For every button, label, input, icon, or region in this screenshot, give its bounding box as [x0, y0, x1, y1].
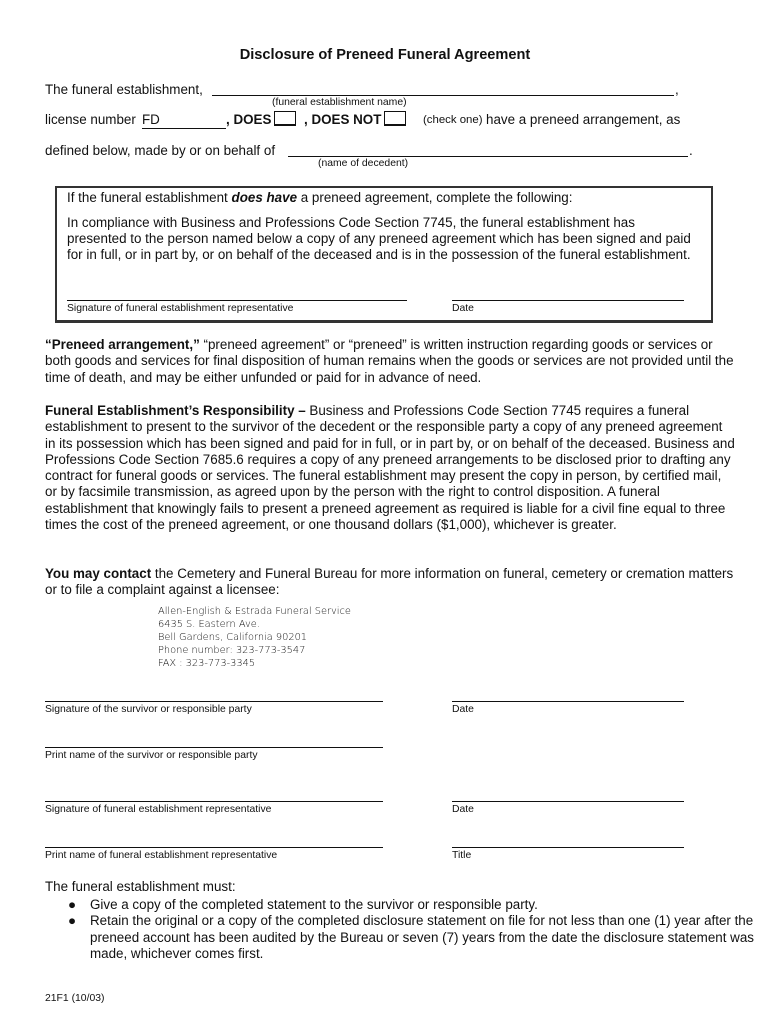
contact-paragraph [45, 566, 735, 599]
check-one-note: (check one) [423, 114, 483, 126]
line2-suffix: have a preneed arrangement, as [486, 112, 681, 127]
rep-signature-label: Signature of funeral establishment representative [45, 804, 272, 815]
address-phone: Phone number: 323-773-3547 [158, 644, 306, 656]
must-item-text: Retain the original or a copy of the completed disclosure statement on file for not less than one (1) year after the preneed account has been audited by the Bureau or seven (7) years from the date the disclosure statement was made, whichever comes first. [90, 913, 754, 961]
rep-print-field[interactable] [45, 847, 383, 848]
rep-date-label: Date [452, 804, 474, 815]
definition-paragraph [45, 337, 735, 386]
must-item-text: Give a copy of the completed statement to the survivor or responsible party. [90, 897, 538, 912]
survivor-signature-label: Signature of the survivor or responsible party [45, 704, 252, 715]
definition-text: “preneed agreement” or “preneed” is written instruction regarding goods or services or both goods and services for final disposition of human remains when the goods or services are not provided until the time of death, and may be either unfunded or paid for in advance of need. [45, 337, 734, 385]
survivor-print-label: Print name of the survivor or responsible party [45, 750, 258, 761]
does-not-checkbox[interactable] [384, 111, 406, 126]
establishment-name-caption: (funeral establishment name) [272, 97, 407, 108]
address-city: Bell Gardens, California 90201 [158, 631, 308, 643]
license-label: license number [45, 112, 136, 127]
address-name: Allen-English & Estrada Funeral Service [158, 606, 351, 617]
decedent-caption: (name of decedent) [318, 158, 409, 169]
license-value: FD [142, 112, 160, 127]
responsibility-paragraph [45, 403, 735, 533]
box-date-label: Date [452, 303, 474, 314]
address-block [158, 606, 351, 671]
survivor-signature-field[interactable] [45, 701, 383, 702]
contact-term: You may contact [45, 566, 152, 581]
box-signature-label: Signature of funeral establishment representative [67, 303, 294, 314]
rep-print-label: Print name of funeral establishment representative [45, 850, 278, 861]
rep-date-field[interactable] [452, 801, 684, 802]
line3-suffix: . [689, 143, 693, 158]
box-intro-prefix: If the funeral establishment [67, 190, 228, 205]
address-fax: FAX : 323-773-3345 [158, 657, 256, 669]
must-list [45, 897, 770, 962]
line1-suffix: , [675, 82, 679, 97]
must-intro: The funeral establishment must: [45, 879, 236, 894]
rep-signature-field[interactable] [45, 801, 383, 802]
does-label: , DOES [226, 112, 272, 127]
line1-prefix: The funeral establishment, [45, 82, 203, 97]
rep-title-field[interactable] [452, 847, 684, 848]
bullet-icon: ● [68, 913, 77, 929]
line3-prefix: defined below, made by or on behalf of [45, 143, 276, 158]
survivor-print-field[interactable] [45, 747, 383, 748]
must-item [68, 913, 770, 962]
does-checkbox[interactable] [274, 111, 296, 126]
survivor-date-field[interactable] [452, 701, 684, 702]
establishment-name-field[interactable] [212, 95, 674, 96]
box-intro [67, 190, 572, 205]
responsibility-term: Funeral Establishment’s Responsibility – [45, 403, 306, 418]
definition-term: “Preneed arrangement,” [45, 337, 200, 352]
box-intro-suffix: a preneed agreement, complete the following: [300, 190, 573, 205]
address-street: 6435 S. Eastern Ave. [158, 618, 260, 630]
form-number: 21F1 (10/03) [45, 993, 105, 1004]
does-not-label: , DOES NOT [304, 112, 382, 127]
page-title: Disclosure of Preneed Funeral Agreement [239, 47, 531, 63]
must-item [68, 897, 770, 913]
box-date-field[interactable] [452, 300, 684, 301]
contact-text: the Cemetery and Funeral Bureau for more information on funeral, cemetery or cremation matters or to file a complaint against a licensee: [45, 566, 734, 598]
decedent-name-field[interactable] [288, 156, 688, 157]
bullet-icon: ● [68, 897, 77, 912]
box-paragraph: In compliance with Business and Professions Code Section 7745, the funeral establishment has presented to the person named below a copy of any preneed agreement which has been signed and paid for in full, or in part by, or on behalf of the deceased and is in the possession of the funeral establishment. [67, 215, 691, 262]
responsibility-text: Business and Professions Code Section 7745 requires a funeral establishment to present to the survivor of the decedent or the responsible party a copy of any preneed agreement in its possession which has been signed and paid for in full, or in part by, or on behalf of the deceased. Business and Professions Code Section 7685.6 requires a copy of any preneed arrangements to be disclosed prior to drafting any contract for funeral goods or services. The funeral establishment may present the copy in person, by certified mail, or by facsimile transmission, as agreed upon by the person with the right to control disposition. A funeral establishment that knowingly fails to present a preneed agreement as required is liable for a civil fine equal to three times the cost of the preneed agreement, or one thousand dollars ($1,000), whichever is greater. [45, 403, 735, 533]
box-signature-field[interactable] [67, 300, 407, 301]
survivor-date-label: Date [452, 704, 474, 715]
does-option [226, 111, 299, 127]
does-not-option [304, 111, 409, 127]
rep-title-label: Title [452, 850, 472, 861]
box-intro-emph: does have [231, 190, 298, 205]
license-number-field[interactable] [142, 112, 226, 129]
